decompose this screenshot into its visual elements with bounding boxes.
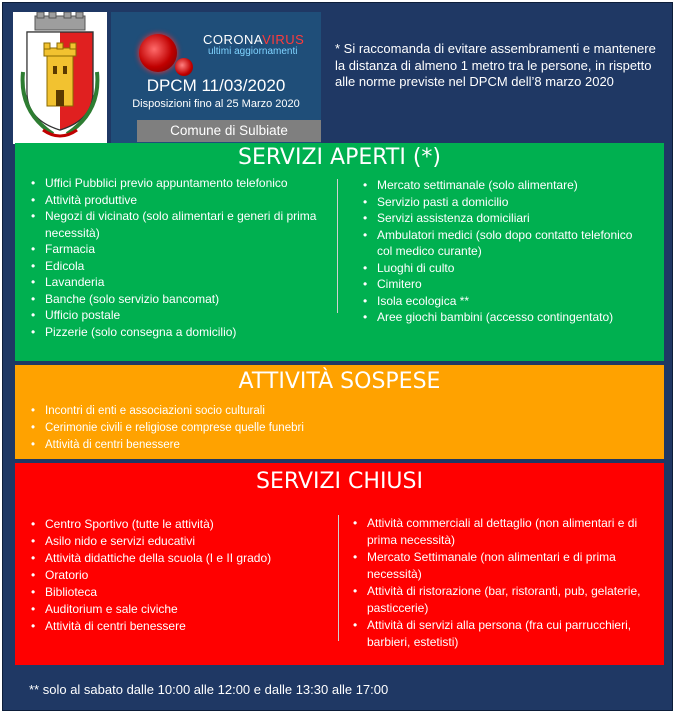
- list-item: • Negozi di vicinato (solo alimentari e generi di prima necessità): [29, 208, 317, 241]
- list-item: • Pizzerie (solo consegna a domicilio): [29, 324, 317, 341]
- municipal-crest-icon: [13, 12, 107, 144]
- list-item: • Centro Sportivo (tutte le attività): [29, 516, 339, 533]
- closed-services-panel: [15, 463, 664, 665]
- closed-services-title: SERVIZI CHIUSI: [256, 469, 423, 494]
- list-item: • Aree giochi bambini (accesso contingentato): [361, 309, 651, 326]
- list-item: • Attività di ristorazione (bar, ristoranti, pub, gelaterie, pasticcerie): [351, 583, 651, 617]
- brand-logo: CORONAVIRUS: [203, 32, 305, 47]
- list-item: • Servizio pasti a domicilio: [361, 194, 651, 211]
- suspended-activities-title: ATTIVITÀ SOSPESE: [238, 369, 441, 394]
- list-item: • Attività di centri benessere: [29, 618, 339, 635]
- list-item: • Attività produttive: [29, 192, 317, 209]
- list-item: • Biblioteca: [29, 584, 339, 601]
- distancing-note: * Si raccomanda di evitare assembramenti e mantenere la distanza di almeno 1 metro tra le persone, in rispetto alle norme previste nel DPCM dell’8 marzo 2020: [335, 41, 656, 89]
- list-item: • Asilo nido e servizi educativi: [29, 533, 339, 550]
- list-item: • Ambulatori medici (solo dopo contatto telefonico col medico curante): [361, 227, 651, 260]
- closed-services-list-left: [29, 516, 339, 635]
- suspended-activities-panel: [15, 365, 664, 459]
- list-item: • Attività didattiche della scuola (I e II grado): [29, 550, 339, 567]
- list-item: • Oratorio: [29, 567, 339, 584]
- brand-subtitle: ultimi aggiornamenti: [208, 46, 298, 57]
- list-item: • Cimitero: [361, 276, 651, 293]
- suspended-activities-list: [29, 403, 649, 454]
- list-item: • Attività commerciali al dettaglio (non alimentari e di prima necessità): [351, 515, 651, 549]
- closed-services-list-right: [351, 515, 651, 651]
- list-item: • Cerimonie civili e religiose comprese quelle funebri: [29, 420, 649, 437]
- municipality-label: Comune di Sulbiate: [137, 120, 321, 142]
- list-item: • Mercato Settimanale (non alimentari e di prima necessità): [351, 549, 651, 583]
- list-item: • Mercato settimanale (solo alimentare): [361, 177, 651, 194]
- decree-validity: Disposizioni fino al 25 Marzo 2020: [132, 98, 300, 110]
- list-item: • Incontri di enti e associazioni socio culturali: [29, 403, 649, 420]
- column-divider: [337, 179, 338, 313]
- open-services-list-left: [29, 175, 317, 340]
- virus-icon-small: [175, 58, 193, 76]
- list-item: • Ufficio postale: [29, 307, 317, 324]
- virus-icon: [139, 34, 177, 72]
- list-item: • Uffici Pubblici previo appuntamento telefonico: [29, 175, 317, 192]
- open-services-title: SERVIZI APERTI (*): [237, 145, 442, 170]
- list-item: • Farmacia: [29, 241, 317, 258]
- column-divider: [338, 515, 339, 641]
- open-services-list-right: [361, 177, 651, 326]
- list-item: • Luoghi di culto: [361, 260, 651, 277]
- list-item: • Auditorium e sale civiche: [29, 601, 339, 618]
- list-item: • Lavanderia: [29, 274, 317, 291]
- coronavirus-banner: [111, 12, 321, 143]
- list-item: • Banche (solo servizio bancomat): [29, 291, 317, 308]
- footer-note: ** solo al sabato dalle 10:00 alle 12:00 e dalle 13:30 alle 17:00: [29, 682, 389, 697]
- list-item: • Servizi assistenza domiciliari: [361, 210, 651, 227]
- poster: [2, 2, 673, 711]
- list-item: • Attività di servizi alla persona (fra cui parrucchieri, barbieri, estetisti): [351, 617, 651, 651]
- list-item: • Attività di centri benessere: [29, 437, 649, 454]
- list-item: • Isola ecologica **: [361, 293, 651, 310]
- open-services-panel: [15, 143, 664, 361]
- list-item: • Edicola: [29, 258, 317, 275]
- decree-title: DPCM 11/03/2020: [146, 76, 286, 95]
